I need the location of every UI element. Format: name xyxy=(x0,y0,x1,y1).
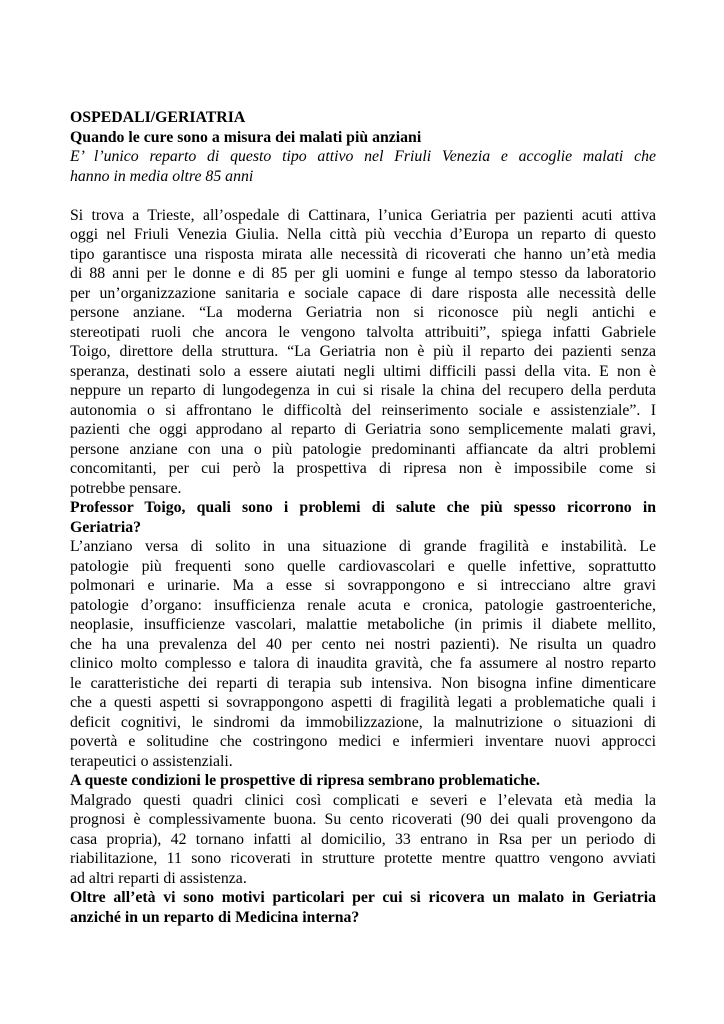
question-line: Professor Toigo, quali sono i problemi di salute che più spesso ricorrono in xyxy=(70,499,656,516)
body-line: povertà e solitudine che costringono medici e infermieri inventare nuovi approcci xyxy=(70,733,656,750)
body-line: pazienti che oggi approdano al reparto di Geriatria sono semplicemente malati gravi, xyxy=(70,421,656,438)
body-line: speranza, destinati solo a essere aiutati negli ultimi difficili passi della vita. E non è xyxy=(70,362,656,380)
body-line: ad altri reparti di assistenza. xyxy=(70,869,247,887)
answer-1 xyxy=(70,537,656,771)
body-line: oggi nel Friuli Venezia Giulia. Nella città più vecchia d’Europa un reparto di questo xyxy=(70,226,656,243)
body-line: Si trova a Trieste, all’ospedale di Cattinara, l’unica Geriatria per pazienti acuti attiva xyxy=(70,206,656,224)
body-line: tipo garantisce una risposta mirata alle necessità di ricoverati che hanno un’età media xyxy=(70,245,656,263)
answer-2 xyxy=(70,791,656,889)
body-line: deficit cognitivi, le sindromi da immobilizzazione, la malnutrizione o situazioni di xyxy=(70,713,656,731)
body-line: autonomia o si affrontano le difficoltà del reinserimento sociale e assistenziale”. I xyxy=(70,401,656,419)
body-line: neppure un reparto di lungodegenza in cui si risale la china del recupero della perduta xyxy=(70,382,656,399)
body-line: prognosi è complessivamente buona. Su cento ricoverati (90 dei quali provengono da xyxy=(70,811,656,828)
body-line: L’anziano versa di solito in una situazione di grande fragilità e instabilità. Le xyxy=(70,538,656,555)
body-line: Toigo, direttore della struttura. “La Geriatria non è più il reparto dei pazienti senza xyxy=(70,343,656,360)
question-3 xyxy=(70,888,656,927)
question-line: A queste condizioni le prospettive di ripresa sembrano problematiche. xyxy=(70,772,540,789)
body-line: clinico molto complesso e talora di inaudita gravità, che fa assumere al nostro reparto xyxy=(70,655,656,672)
question-line: Oltre all’età vi sono motivi particolari per cui si ricovera un malato in Geriatria xyxy=(70,889,656,906)
body-line: persone anziane con una o più patologie predominanti affiancate da altri problemi xyxy=(70,440,656,458)
intro-paragraph xyxy=(70,206,656,499)
headline: Quando le cure sono a misura dei malati più anziani xyxy=(70,128,422,146)
body-line: polmonari e urinarie. Ma a esse si sovrappongono e si intrecciano altre gravi xyxy=(70,577,656,594)
body-line: persone anziane. “La moderna Geriatria non si riconosce più negli antichi e xyxy=(70,304,656,321)
body-line: riabilitazione, 11 sono ricoverati in strutture protette mentre quattro vengono avviati xyxy=(70,850,656,867)
question-2 xyxy=(70,771,656,791)
body-line: patologie più frequenti sono quelle cardiovascolari e quelle infettive, soprattutto xyxy=(70,557,656,575)
paragraph-gap xyxy=(70,186,656,206)
body-line: di 88 anni per le donne e di 85 per gli uomini e funge al tempo stesso da laboratorio xyxy=(70,265,656,282)
section-label: OSPEDALI/GERIATRIA xyxy=(70,109,246,126)
body-line: che ha una prevalenza del 40 per cento nei nostri pazienti). Ne risulta un quadro xyxy=(70,635,656,653)
body-line: Malgrado questi quadri clinici così complicati e severi e l’elevata età media la xyxy=(70,791,656,809)
question-line: Geriatria? xyxy=(70,518,142,536)
question-line: anziché in un reparto di Medicina interna? xyxy=(70,908,360,926)
body-line: potrebbe pensare. xyxy=(70,479,182,497)
article xyxy=(70,108,656,927)
body-line: le caratteristiche dei reparti di terapia sub intensiva. Non bisogna infine dimenticare xyxy=(70,674,656,692)
body-line: terapeutici o assistenziali. xyxy=(70,752,233,770)
body-line: per un’organizzazione sanitaria e sociale capace di dare risposta alle necessità delle xyxy=(70,284,656,302)
subhead-line: E’ l’unico reparto di questo tipo attivo nel Friuli Venezia e accoglie malati che xyxy=(70,148,656,165)
body-line: patologie d’organo: insufficienza renale acuta e cronica, patologie gastroenteriche, xyxy=(70,596,656,614)
question-1 xyxy=(70,498,656,537)
body-line: casa propria), 42 tornano infatti al domicilio, 33 entrano in Rsa per un periodo di xyxy=(70,830,656,848)
body-line: neoplasie, insufficienze vascolari, malattie metaboliche (in primis il diabete mellito, xyxy=(70,616,656,633)
body-line: concomitanti, per cui però la prospettiva di ripresa non è impossibile come si xyxy=(70,460,656,477)
subhead-line: hanno in media oltre 85 anni xyxy=(70,167,254,185)
body-line: che a questi aspetti si sovrappongono aspetti di fragilità legati a problematiche quali i xyxy=(70,694,656,711)
body-line: stereotipati ruoli che ancora le vengono talvolta attribuiti”, spiega infatti Gabriele xyxy=(70,323,656,341)
